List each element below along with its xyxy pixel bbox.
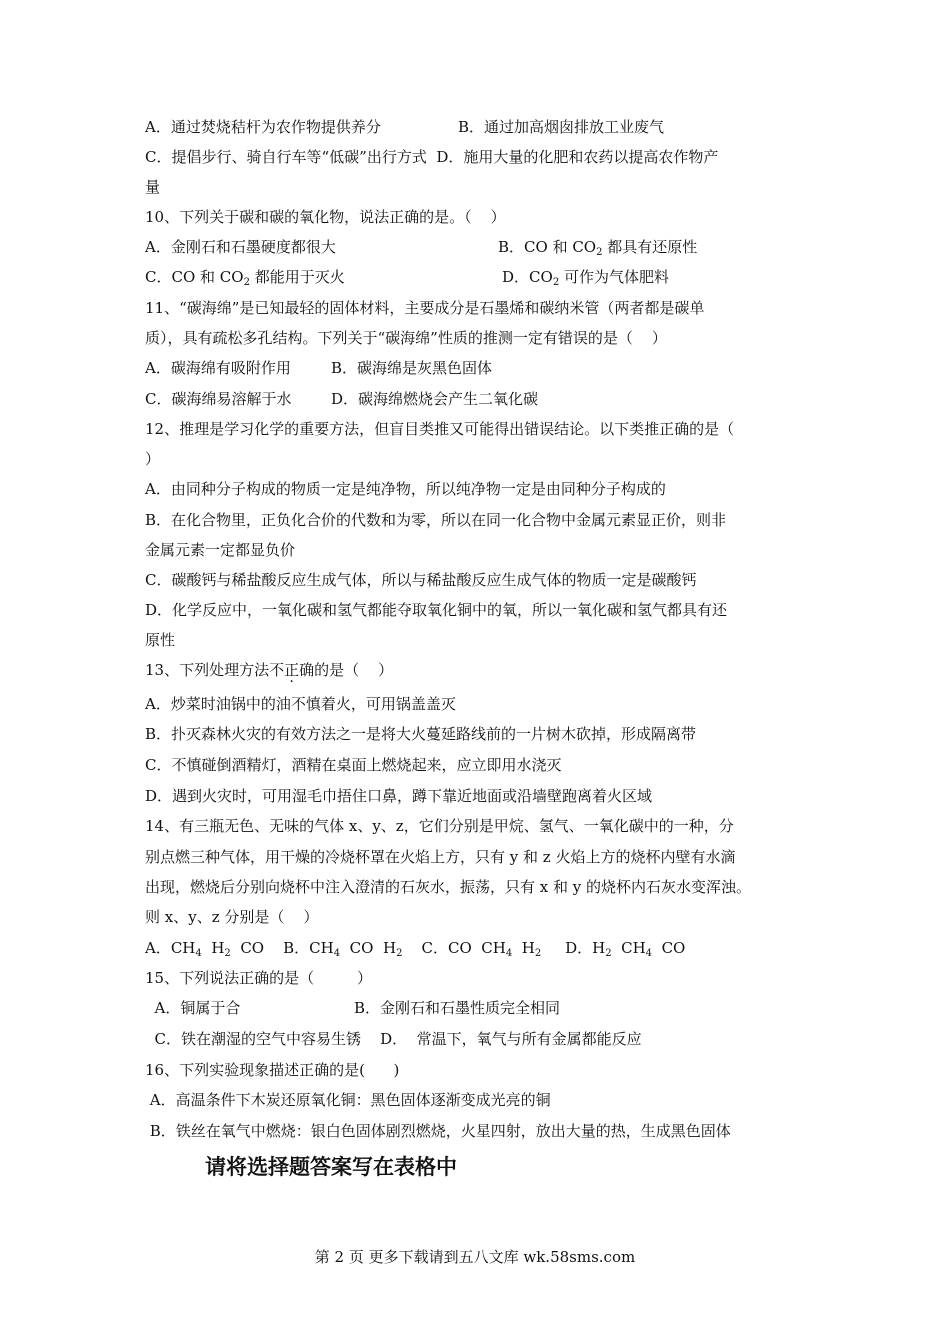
question-12: 12、推理是学习化学的重要方法，但盲目类推又可能得出错误结论。以下类推正确的是（ bbox=[145, 420, 735, 438]
question-12-cont: ） bbox=[145, 450, 161, 468]
option-line: A．炒菜时油锅中的油不慎着火，可用锅盖盖灭 bbox=[145, 695, 456, 713]
option-line: D．遇到火灾时，可用湿毛巾捂住口鼻，蹲下靠近地面或沿墙壁跑离着火区域 bbox=[145, 787, 653, 805]
question-11: 11、“碳海绵”是已知最轻的固体材料，主要成分是石墨烯和碳纳米管（两者都是碳单 bbox=[145, 299, 705, 317]
option-line: D．化学反应中，一氧化碳和氢气都能夺取氧化铜中的氧，所以一氧化碳和氢气都具有还 bbox=[145, 601, 728, 619]
option-line: A．碳海绵有吸附作用 B．碳海绵是灰黑色固体 bbox=[145, 359, 493, 377]
option-line: A．金刚石和石墨硬度都很大 B．CO 和 $CO_2$ 都具有还原性 bbox=[145, 238, 698, 258]
question-14-cont: 出现，燃烧后分别向烧杯中注入澄清的石灰水，振荡，只有 x 和 y 的烧杯内石灰水变浑浊。 bbox=[145, 878, 752, 896]
option-line: A．高温条件下木炭还原氧化铜：黑色固体逐渐变成光亮的铜 bbox=[145, 1091, 551, 1109]
option-line: 量 bbox=[145, 178, 161, 196]
option-line: 金属元素一定都显负价 bbox=[145, 541, 296, 559]
option-a-text: A．通过焚烧秸杆为农作物提供养分 bbox=[145, 118, 381, 136]
question-14: 14、有三瓶无色、无味的气体 x、y、z，它们分别是甲烷、氢气、一氧化碳中的一种，分 bbox=[145, 817, 734, 835]
option-line: C．不慎碰倒酒精灯，酒精在桌面上燃烧起来，应立即用水浇灭 bbox=[145, 756, 562, 774]
section-heading: 请将选择题答案写在表格中 bbox=[205, 1155, 457, 1179]
question-16: 16、下列实验现象描述正确的是( ) bbox=[145, 1061, 400, 1079]
option-line: A．$CH_4$ $H_2$ CO B．$CH_4$ CO $H_2$ C．CO $CH_4$ $H_2$ D．$H_2$ $CH_4$ CO bbox=[145, 939, 686, 959]
question-11-cont: 质），具有疏松多孔结构。下列关于“碳海绵”性质的推测一定有错误的是（ ） bbox=[145, 329, 667, 347]
option-line: A．由同种分子构成的物质一定是纯净物，所以纯净物一定是由同种分子构成的 bbox=[145, 480, 666, 498]
question-13: 13、下列处理方法不正确的是（ ） bbox=[145, 661, 394, 679]
option-line: B．铁丝在氧气中燃烧：银白色固体剧烈燃烧，火星四射，放出大量的热，生成黑色固体 bbox=[145, 1122, 731, 1140]
option-line: C．碳海绵易溶解于水 D．碳海绵燃烧会产生二氧化碳 bbox=[145, 390, 539, 408]
question-10: 10、下列关于碳和碳的氧化物，说法正确的是。（ ） bbox=[145, 208, 506, 226]
option-line: B．扑灭森林火灾的有效方法之一是将大火蔓延路线前的一片树木砍掉，形成隔离带 bbox=[145, 725, 697, 743]
option-line: C．碳酸钙与稀盐酸反应生成气体，所以与稀盐酸反应生成气体的物质一定是碳酸钙 bbox=[145, 571, 697, 589]
question-15: 15、下列说法正确的是（ ） bbox=[145, 969, 373, 987]
option-b-text: B．通过加高烟囱排放工业废气 bbox=[458, 118, 665, 136]
option-line: B．在化合物里，正负化合价的代数和为零，所以在同一化合物中金属元素显正价，则非 bbox=[145, 511, 727, 529]
page-footer: 第 2 页 更多下载请到五八文库 wk.58sms.com bbox=[314, 1248, 636, 1266]
option-line: C．提倡步行、骑自行车等“低碳”出行方式 D．施用大量的化肥和农药以提高农作物产 bbox=[145, 148, 719, 166]
question-14-cont: 别点燃三种气体，用干燥的冷烧杯罩在火焰上方，只有 y 和 z 火焰上方的烧杯内壁有水滴 bbox=[145, 848, 736, 866]
option-line: C．CO 和 $CO_2$ 都能用于灭火 D．$CO_2$ 可作为气体肥料 bbox=[145, 268, 669, 288]
option-line bbox=[145, 117, 665, 137]
question-14-cont: 则 x、y、z 分别是（ ） bbox=[145, 908, 319, 926]
option-line: 原性 bbox=[145, 631, 176, 649]
emphasis-text: 不正确 bbox=[269, 661, 315, 679]
option-line: A．铜属于合 B．金刚石和石墨性质完全相同 bbox=[145, 999, 561, 1017]
option-line: C．铁在潮湿的空气中容易生锈 D． 常温下，氧气与所有金属都能反应 bbox=[145, 1030, 642, 1048]
